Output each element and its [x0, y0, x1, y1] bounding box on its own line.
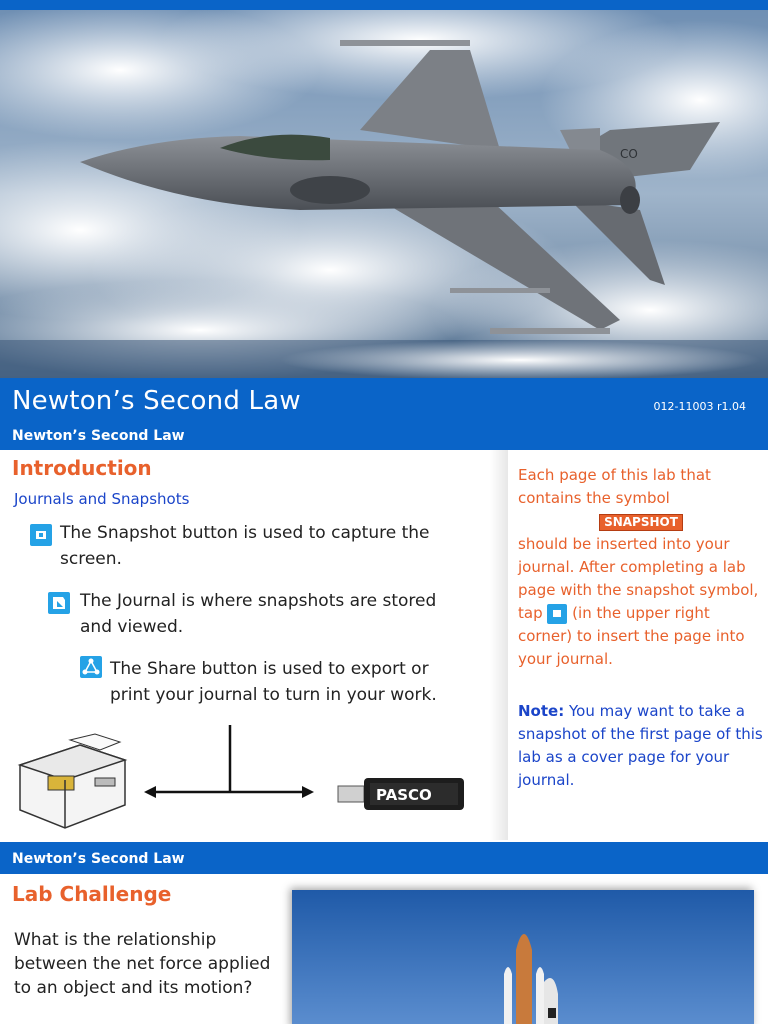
- title-bar: [0, 378, 768, 450]
- lab-challenge-heading: Lab Challenge: [12, 882, 172, 906]
- top-strip: [0, 0, 768, 10]
- journal-icon[interactable]: [48, 592, 70, 614]
- introduction-section: [0, 450, 768, 840]
- lab-challenge-question: What is the relationship between the net force applied to an object and its motion?: [14, 930, 271, 998]
- export-diagram: [10, 720, 480, 835]
- column-divider: [490, 450, 508, 840]
- usb-drive-icon: [338, 778, 464, 810]
- snapshot-description: The Snapshot button is used to capture the screen.: [60, 523, 430, 569]
- document-id: 012-11003 r1.04: [653, 400, 746, 413]
- space-shuttle-image: [292, 890, 754, 1024]
- hero-jet-image: [0, 10, 768, 378]
- page-title: Newton’s Second Law: [12, 386, 301, 416]
- snapshot-instructions-text: [518, 464, 764, 671]
- printer-icon: [20, 734, 125, 828]
- introduction-main: [0, 450, 490, 840]
- snapshot-icon[interactable]: [30, 524, 52, 546]
- note-label: Note:: [518, 702, 565, 720]
- instructions-line-3: (in the upper right corner) to insert the page into your journal.: [518, 604, 745, 668]
- snapshot-instructions: [508, 450, 768, 840]
- lab-challenge-section: [0, 874, 768, 1024]
- usb-label: PASCO: [376, 786, 432, 804]
- instructions-line-2: should be inserted into your journal. After completing a lab page with the snapshot symbol, tap: [518, 535, 759, 622]
- snapshot-inline-icon: [547, 604, 567, 624]
- share-icon[interactable]: [80, 656, 102, 678]
- instructions-line-1: Each page of this lab that contains the symbol: [518, 466, 711, 507]
- share-description: The Share button is used to export or print your journal to turn in your work.: [110, 659, 437, 705]
- journal-description: The Journal is where snapshots are stored and viewed.: [80, 591, 437, 637]
- note-body: You may want to take a snapshot of the first page of this lab as a cover page for your journal.: [518, 702, 763, 789]
- snapshot-badge: SNAPSHOT: [599, 514, 683, 531]
- page-subtitle: Newton’s Second Law: [12, 428, 185, 444]
- svg-text:CO: CO: [620, 147, 638, 161]
- section-bar: [0, 842, 768, 874]
- section-bar-title: Newton’s Second Law: [12, 851, 185, 867]
- jet-illustration: [0, 10, 768, 378]
- journals-snapshots-heading: Journals and Snapshots: [14, 490, 190, 508]
- cover-page-note: [518, 700, 764, 792]
- introduction-heading: Introduction: [12, 456, 152, 480]
